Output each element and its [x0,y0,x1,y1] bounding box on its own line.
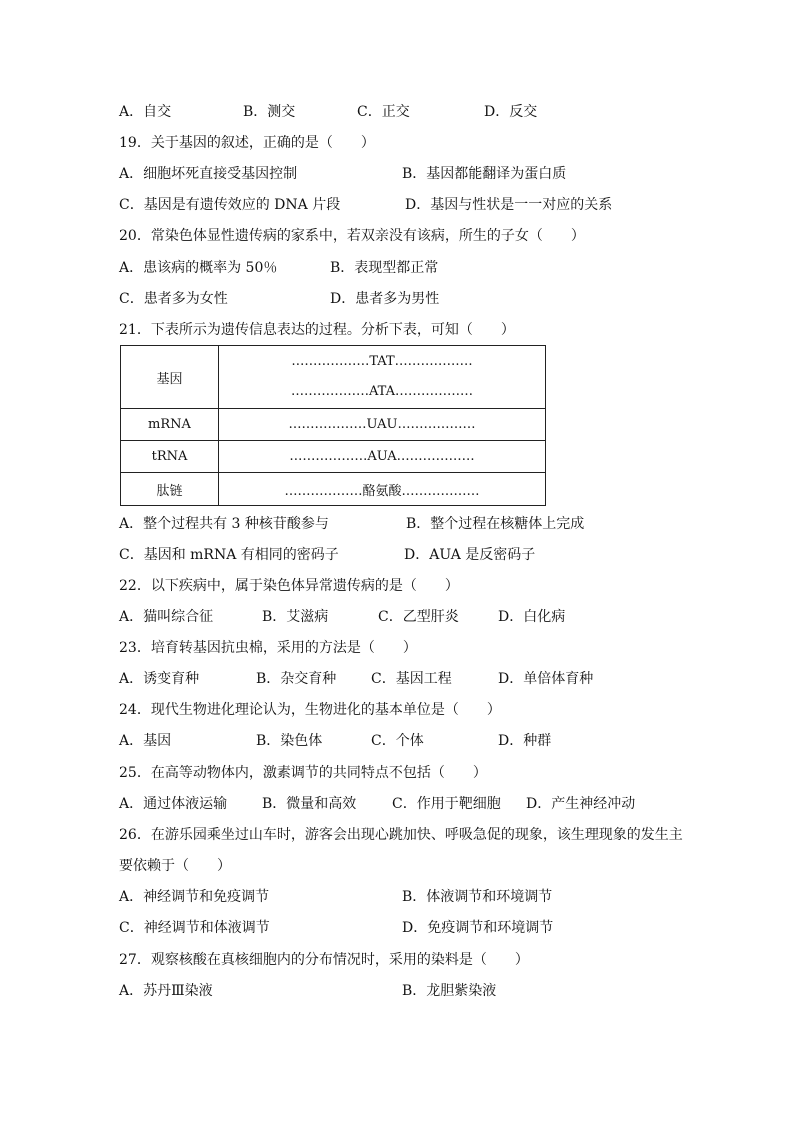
q21-option-c: C．基因和 mRNA 有相同的密码子 [119,547,339,563]
table-row [121,346,546,409]
q26-stem-continued: 要依赖于（ ） [119,858,231,874]
q19-option-b: B．基因都能翻译为蛋白质 [402,166,567,182]
q18-option-a: A．自交 [119,104,172,120]
q24-option-c: C．个体 [371,733,424,749]
gene-expression-table [120,345,546,506]
table-row [121,409,546,441]
row-value-peptide: ………………酪氨酸……………… [219,473,546,506]
q18-option-b: B．测交 [243,104,296,120]
q26-option-c: C．神经调节和体液调节 [119,920,270,936]
q22-stem: 22．以下疾病中，属于染色体异常遗传病的是（ ） [119,578,459,594]
row-value-trna: ………………AUA……………… [219,441,546,473]
q22-option-d: D．白化病 [498,609,566,625]
q19-option-d: D．基因与性状是一一对应的关系 [405,197,613,213]
row-label-peptide: 肽链 [121,473,219,506]
q25-option-d: D．产生神经冲动 [526,796,636,812]
q24-stem: 24．现代生物进化理论认为，生物进化的基本单位是（ ） [119,702,501,718]
q20-option-d: D．患者多为男性 [330,291,440,307]
q26-option-b: B．体液调节和环境调节 [402,889,553,905]
q24-option-b: B．染色体 [256,733,323,749]
q27-option-a: A．苏丹Ⅲ染液 [119,983,213,999]
q25-option-b: B．微量和高效 [262,796,357,812]
table-row [121,473,546,506]
q27-stem: 27．观察核酸在真核细胞内的分布情况时，采用的染料是（ ） [119,952,529,968]
q20-option-a: A．患该病的概率为 50％ [119,260,278,276]
q21-stem: 21．下表所示为遗传信息表达的过程。分析下表，可知（ ） [119,322,515,338]
q24-option-d: D．种群 [498,733,552,749]
q26-option-a: A．神经调节和免疫调节 [119,889,270,905]
q25-option-c: C．作用于靶细胞 [392,796,501,812]
q24-option-a: A．基因 [119,733,172,749]
q19-option-a: A．细胞坏死直接受基因控制 [119,166,298,182]
q19-stem: 19．关于基因的叙述，正确的是（ ） [119,135,375,151]
q20-stem: 20．常染色体显性遗传病的家系中，若双亲没有该病，所生的子女（ ） [119,228,585,244]
row-value-gene [219,346,546,409]
q23-option-a: A．诱变育种 [119,671,200,687]
q23-option-d: D．单倍体育种 [498,671,594,687]
q18-option-c: C．正交 [357,104,410,120]
q20-option-c: C．患者多为女性 [119,291,228,307]
q22-option-a: A．猫叫综合征 [119,609,214,625]
q21-option-d: D．AUA 是反密码子 [404,547,536,563]
row-value-mrna: ………………UAU……………… [219,409,546,441]
row-label-gene: 基因 [121,346,219,409]
q21-option-a: A．整个过程共有 3 种核苷酸参与 [119,516,329,532]
gene-strand-2: ………………ATA……………… [290,384,474,399]
q22-option-c: C．乙型肝炎 [378,609,459,625]
q27-option-b: B．龙胆紫染液 [402,983,497,999]
q23-option-b: B．杂交育种 [256,671,337,687]
q20-option-b: B．表现型都正常 [330,260,439,276]
gene-strand-1: ………………TAT……………… [291,354,473,369]
q25-stem: 25．在高等动物体内，激素调节的共同特点不包括（ ） [119,765,487,781]
q22-option-b: B．艾滋病 [262,609,329,625]
row-label-trna: tRNA [121,441,219,473]
q26-option-d: D．免疫调节和环境调节 [402,920,554,936]
row-label-mrna: mRNA [121,409,219,441]
q26-stem: 26．在游乐园乘坐过山车时，游客会出现心跳加快、呼吸急促的现象，该生理现象的发生主 [119,827,683,843]
table-row [121,441,546,473]
q21-option-b: B．整个过程在核糖体上完成 [406,516,585,532]
q25-option-a: A．通过体液运输 [119,796,228,812]
q18-option-d: D．反交 [484,104,538,120]
q23-option-c: C．基因工程 [371,671,452,687]
q23-stem: 23．培育转基因抗虫棉，采用的方法是（ ） [119,640,417,656]
q19-option-c: C．基因是有遗传效应的 DNA 片段 [119,197,341,213]
